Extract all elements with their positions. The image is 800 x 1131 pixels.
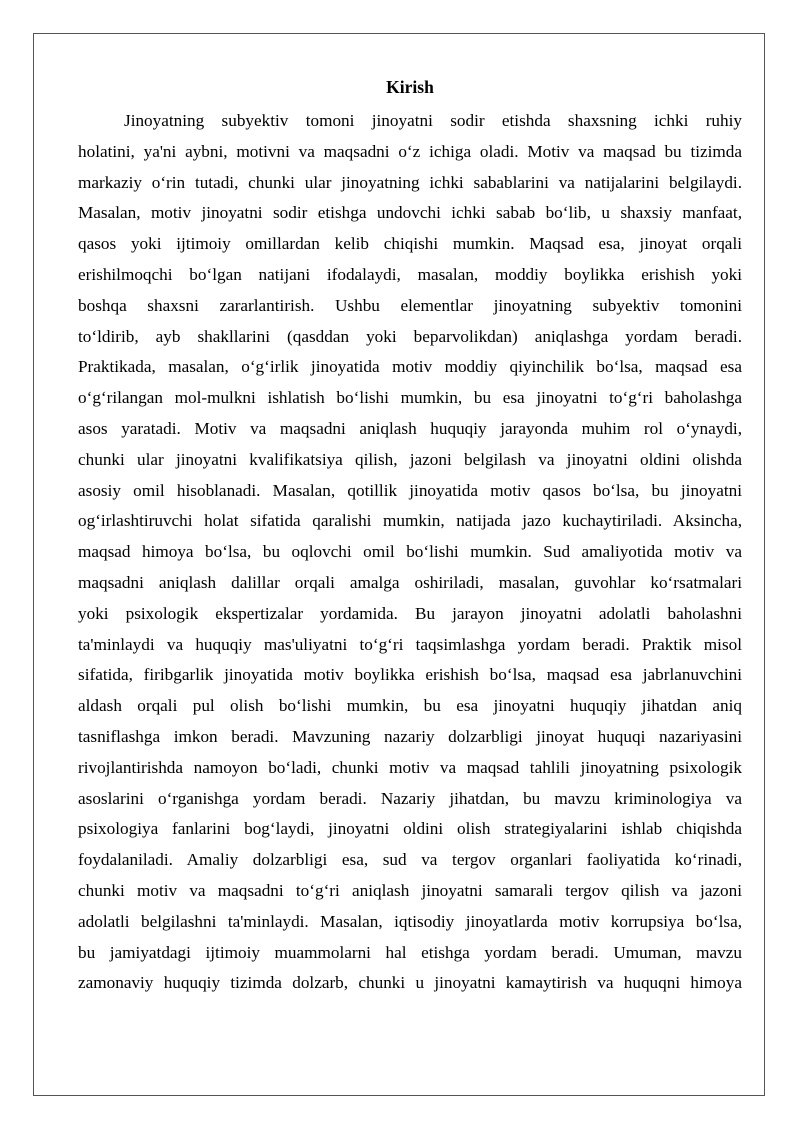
paragraph-line: adolatli belgilashni ta'minlaydi. Masalan, iqtisodiy jinoyatlarda motiv korrupsiya bo‘lsa, (78, 911, 742, 931)
paragraph-line: asosiy omil hisoblanadi. Masalan, qotillik jinoyatida motiv qasos bo‘lsa, bu jinoyatni (78, 480, 742, 500)
paragraph-line: Praktikada, masalan, o‘g‘irlik jinoyatida motiv moddiy qiyinchilik bo‘lsa, maqsad esa (78, 357, 742, 377)
paragraph-line: o‘g‘rilangan mol-mulkni ishlatish bo‘lishi mumkin, bu esa jinoyatni to‘g‘ri baholashga (78, 388, 742, 408)
paragraph-line: boshqa shaxsni zararlantirish. Ushbu elementlar jinoyatning subyektiv tomonini (78, 295, 742, 315)
paragraph-line: zamonaviy huquqiy tizimda dolzarb, chunki u jinoyatni kamaytirish va huquqni himoya (78, 973, 742, 993)
paragraph-line: foydalaniladi. Amaliy dolzarbligi esa, sud va tergov organlari faoliyatida ko‘rinadi, (78, 850, 742, 870)
paragraph-line: maqsad himoya bo‘lsa, bu oqlovchi omil bo‘lishi mumkin. Sud amaliyotida motiv va (78, 542, 742, 562)
paragraph-line: chunki ular jinoyatni kvalifikatsiya qilish, jazoni belgilash va jinoyatni oldini olishda (78, 449, 742, 469)
body-paragraph (78, 106, 742, 999)
paragraph-line: markaziy o‘rin tutadi, chunki ular jinoyatning ichki sabablarini va natijalarini belgilaydi. (78, 172, 742, 192)
paragraph-line: chunki motiv va maqsadni to‘g‘ri aniqlash jinoyatni samarali tergov qilish va jazoni (78, 880, 742, 900)
paragraph-line: holatini, ya'ni aybni, motivni va maqsadni o‘z ichiga oladi. Motiv va maqsad bu tizimda (78, 141, 742, 161)
paragraph-line: qasos yoki ijtimoiy omillardan kelib chiqishi mumkin. Maqsad esa, jinoyat orqali (78, 234, 742, 254)
paragraph-line: aldash orqali pul olish bo‘lishi mumkin, bu esa jinoyatni huquqiy jihatdan aniq (78, 696, 742, 716)
paragraph-line: erishilmoqchi bo‘lgan natijani ifodalaydi, masalan, moddiy boylikka erishish yoki (78, 264, 742, 284)
paragraph-line: psixologiya fanlarini bog‘laydi, jinoyatni oldini olish strategiyalarini ishlab chiqishda (78, 819, 742, 839)
paragraph-line: asoslarini o‘rganishga yordam beradi. Nazariy jihatdan, bu mavzu kriminologiya va (78, 788, 742, 808)
paragraph-line: yoki psixologik ekspertizalar yordamida. Bu jarayon jinoyatni adolatli baholashni (78, 603, 742, 623)
paragraph-line: Masalan, motiv jinoyatni sodir etishga undovchi ichki sabab bo‘lib, u shaxsiy manfaat, (78, 203, 742, 223)
paragraph-line: bu jamiyatdagi ijtimoiy muammolarni hal etishga yordam beradi. Umuman, mavzu (78, 942, 742, 962)
paragraph-line: ta'minlaydi va huquqiy mas'uliyatni to‘g‘ri taqsimlashga yordam beradi. Praktik misol (78, 634, 742, 654)
paragraph-line: rivojlantirishda namoyon bo‘ladi, chunki motiv va maqsad tahlili jinoyatning psixologik (78, 757, 742, 777)
paragraph-line: og‘irlashtiruvchi holat sifatida qaralishi mumkin, natijada jazo kuchaytiriladi. Aksincha, (78, 511, 742, 531)
paragraph-line: sifatida, firibgarlik jinoyatida motiv boylikka erishish bo‘lsa, maqsad esa jabrlanuvchini (78, 665, 742, 685)
paragraph-line: to‘ldirib, ayb shakllarini (qasddan yoki beparvolikdan) aniqlashga yordam beradi. (78, 326, 742, 346)
paragraph-line: asos yaratadi. Motiv va maqsadni aniqlash huquqiy jarayonda muhim rol o‘ynaydi, (78, 418, 742, 438)
paragraph-line: maqsadni aniqlash dalillar orqali amalga oshiriladi, masalan, guvohlar ko‘rsatmalari (78, 572, 742, 592)
paragraph-line: Jinoyatning subyektiv tomoni jinoyatni sodir etishda shaxsning ichki ruhiy (124, 111, 742, 130)
page-title: Kirish (386, 77, 434, 97)
paragraph-line: tasniflashga imkon beradi. Mavzuning nazariy dolzarbligi jinoyat huquqi nazariyasini (78, 726, 742, 746)
